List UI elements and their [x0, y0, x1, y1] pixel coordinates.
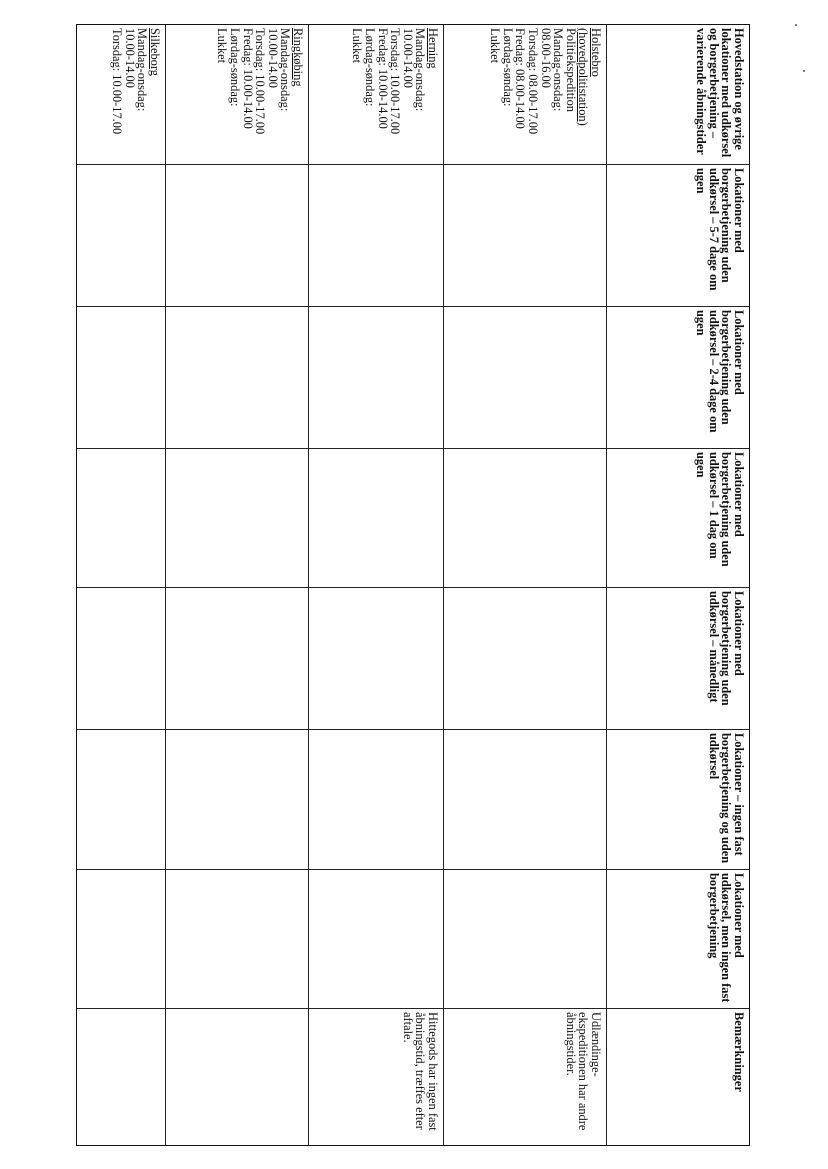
header-text: Lokationer med borgerbetjening uden udkørsel – 5-7 dage om ugen — [694, 168, 746, 291]
header-text: Hovedstation og øvrige lokationer med udkørsel og borgerbetjening – varierende åbningstider — [694, 28, 746, 158]
header-text: Lokationer – ingen fast borgerbetjening og uden udkørsel — [706, 733, 746, 864]
header-text: Lokationer med borgerbetjening uden udkørsel – 1 dag om ugen — [694, 452, 746, 567]
hours-line: Mandag-onsdag: — [135, 28, 150, 112]
location-name: Silkeborg — [148, 28, 162, 76]
scan-speck — [803, 70, 805, 72]
hours-line: Politiekspedition — [563, 28, 578, 112]
hours-line: Lørdag-søndag: — [228, 28, 243, 107]
scan-speck — [795, 24, 797, 26]
hours-line: 08.00-16.00 — [538, 28, 553, 88]
location-name: Holstebro (hovedpolitistation) — [576, 28, 603, 126]
hours-line: Torsdag: 10.00-17.00 — [388, 28, 403, 135]
header-text: Bemærkninger — [732, 1012, 746, 1092]
hours-line: Torsdag: 10.00-17.00 — [110, 28, 125, 135]
header-text: Lokationer med borgerbetjening uden udkørsel – 2-4 dage om ugen — [694, 310, 746, 433]
table-frame — [76, 24, 750, 1146]
hours-line: Torsdag: 08.00-17.00 — [526, 28, 541, 135]
remark-text: Udlændinge-ekspeditionen har andre åbningstider. — [563, 1012, 603, 1131]
remark-text: Hittegods har ingen fast åbningstid, træffes efter aftale. — [400, 1012, 440, 1131]
hours-line: Fredag: 08.00-14.00 — [513, 28, 528, 129]
hours-line: Lørdag-søndag: — [500, 28, 515, 107]
header-text: Lokationer med borgerbetjening uden udkørsel – månedligt — [706, 591, 746, 706]
hours-line: Lukket — [350, 28, 365, 64]
hours-line: 10.00-14.00 — [122, 28, 137, 88]
hours-line: Lukket — [488, 28, 503, 64]
location-name: Herning — [426, 28, 440, 69]
hours-line: Fredag: 10.00-14.00 — [240, 28, 255, 129]
location-name: Ringkøbing — [291, 28, 305, 87]
hours-line: Mandag-onsdag: — [278, 28, 293, 112]
hours-line: 10.00-14.00 — [265, 28, 280, 88]
hours-line: 10.00-14.00 — [400, 28, 415, 88]
hours-line: Fredag: 10.00-14.00 — [375, 28, 390, 129]
hours-line: Mandag-onsdag: — [413, 28, 428, 112]
hours-line: Mandag-onsdag: — [551, 28, 566, 112]
hours-line: Torsdag: 10.00-17.00 — [253, 28, 268, 135]
hours-line: Lukket — [215, 28, 230, 64]
header-text: Lokationer med udkørsel, men ingen fast borgerbetjening — [706, 873, 746, 1003]
opening-hours-table — [76, 24, 750, 1146]
hours-line: Lørdag-søndag: — [363, 28, 378, 107]
